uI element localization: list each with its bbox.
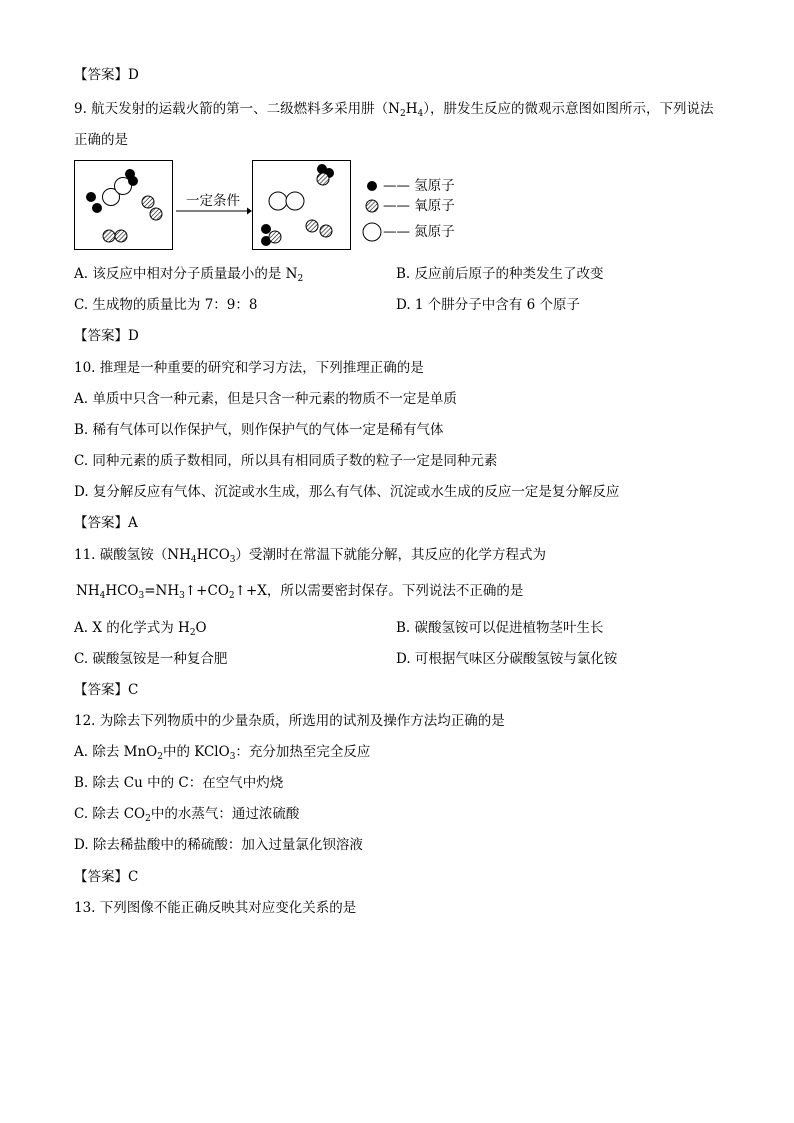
reactant-molecules xyxy=(75,161,172,249)
subscript: 2 xyxy=(145,814,151,824)
nitrogen-atom xyxy=(269,192,287,210)
hydrogen-atom xyxy=(86,192,96,202)
option-text: O xyxy=(195,620,207,636)
subscript: 4 xyxy=(417,109,424,119)
q12-option-a xyxy=(74,743,370,761)
answer-label: 【答案】 xyxy=(74,67,128,83)
q9-option-c: C. 生成物的质量比为 7：9：8 xyxy=(74,297,258,313)
answer-value: C xyxy=(128,682,139,698)
answer-value: A xyxy=(128,515,139,531)
option-text: A. X 的化学式为 H xyxy=(74,620,190,636)
option-text: ：充分加热至完全反应 xyxy=(235,744,371,760)
q9-option-a xyxy=(74,265,303,283)
q12-option-d: D. 除去稀盐酸中的稀硫酸：加入过量氯化钡溶液 xyxy=(74,837,363,853)
answer-q10 xyxy=(74,514,138,532)
q10-option-b: B. 稀有气体可以作保护气，则作保护气的气体一定是稀有气体 xyxy=(74,422,444,438)
oxygen-atom xyxy=(306,220,318,232)
answer-label: 【答案】 xyxy=(74,682,128,698)
subscript: 2 xyxy=(399,109,406,119)
q11-equation xyxy=(76,582,523,600)
answer-value: C xyxy=(128,869,139,885)
q11-option-b: B. 碳酸氢铵可以促进植物茎叶生长 xyxy=(396,620,604,636)
subscript: 3 xyxy=(138,591,145,601)
q11-stem-text: ）受潮时在常温下就能分解，其反应的化学方程式为 xyxy=(235,547,546,563)
equation-text: ↑+X，所以需要密封保存。下列说法不正确的是 xyxy=(234,583,524,599)
oxygen-atom xyxy=(142,196,154,208)
legend-oxygen: —— 氧原子 xyxy=(383,198,455,214)
q11-stem xyxy=(74,546,546,564)
q11-stem-text: 11. 碳酸氢铵（NH xyxy=(74,547,191,563)
subscript: 3 xyxy=(229,752,236,762)
q12-option-b: B. 除去 Cu 中的 C：在空气中灼烧 xyxy=(74,775,284,791)
answer-q8 xyxy=(74,66,139,84)
q9-option-b: B. 反应前后原子的种类发生了改变 xyxy=(396,266,604,282)
q10-option-d: D. 复分解反应有气体、沉淀或水生成，那么有气体、沉淀或水生成的反应一定是复分解反应 xyxy=(74,484,620,500)
hydrogen-atom xyxy=(261,224,271,234)
subscript: 2 xyxy=(157,752,163,762)
answer-q9 xyxy=(74,327,139,345)
oxygen-atom xyxy=(150,208,162,220)
subscript: 2 xyxy=(228,591,235,601)
q11-option-d: D. 可根据气味区分碳酸氢铵与氯化铵 xyxy=(396,651,618,667)
oxygen-atom xyxy=(115,230,127,242)
answer-q12 xyxy=(74,868,139,886)
oxygen-atom xyxy=(317,173,329,185)
legend-nitrogen: —— 氮原子 xyxy=(383,224,455,240)
hydrogen-atom xyxy=(92,203,102,213)
q9-stem-text: H xyxy=(405,101,418,117)
oxygen-legend-icon xyxy=(366,200,378,212)
legend-symbols xyxy=(362,176,382,250)
equation-text: NH xyxy=(76,583,100,599)
answer-label: 【答案】 xyxy=(74,515,128,531)
q10-option-c: C. 同种元素的质子数相同，所以具有相同质子数的粒子一定是同种元素 xyxy=(74,453,498,469)
option-text: A. 该反应中相对分子质量最小的是 N xyxy=(74,266,298,282)
q9-stem-text: 9. 航天发射的运载火箭的第一、二级燃料多采用肼（N xyxy=(74,101,400,117)
answer-q11 xyxy=(74,681,139,699)
nitrogen-atom xyxy=(286,192,304,210)
option-text: 中的 KClO xyxy=(162,744,230,760)
q10-option-a: A. 单质中只含一种元素，但是只含一种元素的物质不一定是单质 xyxy=(74,391,457,407)
subscript: 2 xyxy=(297,274,304,284)
answer-value: D xyxy=(128,328,140,344)
product-molecules xyxy=(253,161,350,249)
subscript: 4 xyxy=(99,591,106,601)
q9-stem-line1 xyxy=(74,100,713,118)
q13-stem: 13. 下列图像不能正确反映其对应变化关系的是 xyxy=(74,900,357,916)
q11-option-a xyxy=(74,619,207,637)
hydrogen-legend-icon xyxy=(367,181,377,191)
q9-stem-line2: 正确的是 xyxy=(74,132,128,148)
legend-hydrogen: —— 氢原子 xyxy=(383,178,455,194)
oxygen-atom xyxy=(269,231,281,243)
arrow-label: 一定条件 xyxy=(186,193,240,209)
option-text: A. 除去 MnO xyxy=(74,744,158,760)
q9-option-d: D. 1 个肼分子中含有 6 个原子 xyxy=(396,297,580,313)
reaction-diagram xyxy=(74,160,474,252)
q11-option-c: C. 碳酸氢铵是一种复合肥 xyxy=(74,651,228,667)
oxygen-atom xyxy=(320,225,332,237)
nitrogen-legend-icon xyxy=(363,223,381,241)
subscript: 2 xyxy=(189,628,196,638)
reaction-arrow xyxy=(175,206,253,216)
q12-option-c xyxy=(74,805,299,823)
hydrogen-atom xyxy=(128,176,138,186)
option-text: 中的水蒸气：通过浓硫酸 xyxy=(150,806,300,822)
answer-label: 【答案】 xyxy=(74,328,128,344)
subscript: 4 xyxy=(190,555,197,565)
equation-text: HCO xyxy=(105,583,139,599)
oxygen-atom xyxy=(103,230,115,242)
subscript: 3 xyxy=(179,591,185,601)
equation-text: ↑+CO xyxy=(184,583,229,599)
q10-stem: 10. 推理是一种重要的研究和学习方法，下列推理正确的是 xyxy=(74,360,424,376)
answer-label: 【答案】 xyxy=(74,869,128,885)
q9-stem-text: ），肼发生反应的微观示意图如图所示，下列说法 xyxy=(423,101,714,117)
q11-stem-text: HCO xyxy=(196,547,230,563)
equation-text: =NH xyxy=(144,583,180,599)
option-text: C. 除去 CO xyxy=(74,806,146,822)
q12-stem: 12. 为除去下列物质中的少量杂质，所选用的试剂及操作方法均正确的是 xyxy=(74,713,505,729)
answer-value: D xyxy=(128,67,140,83)
reactant-box xyxy=(74,160,173,250)
product-box xyxy=(252,160,351,250)
subscript: 3 xyxy=(229,555,236,565)
